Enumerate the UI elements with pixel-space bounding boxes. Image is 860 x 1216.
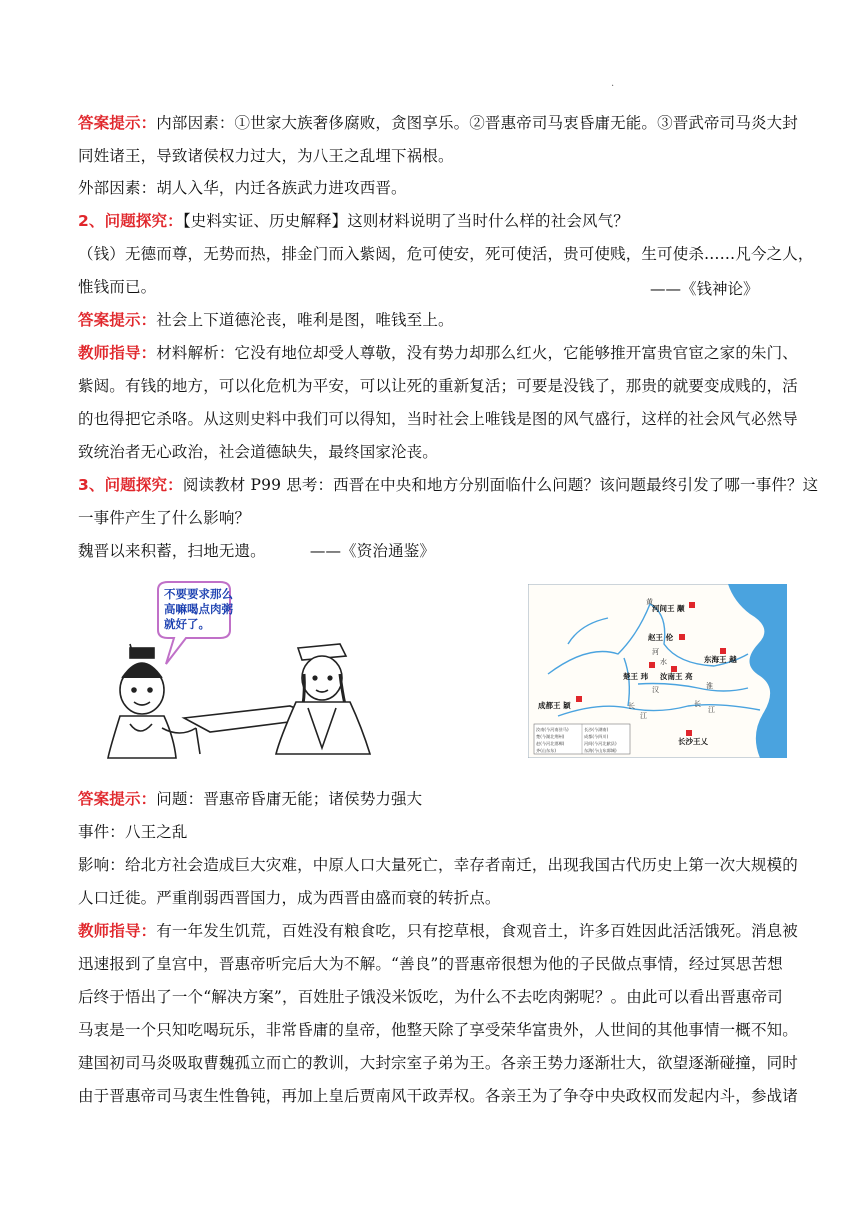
map-river-jiang2: 江 xyxy=(708,706,715,714)
bubble-line-3: 就好了。 xyxy=(164,617,210,631)
map-legend xyxy=(534,724,630,754)
quote-source: ——《钱神论》 xyxy=(650,280,759,298)
teacher-guide-label: 教师指导： xyxy=(78,344,157,362)
teacher-guide-1 xyxy=(78,343,798,363)
map-river-chang2: 长 xyxy=(694,700,701,708)
paragraph-text: 社会上下道德沦丧，唯利是图，唯钱至上。 xyxy=(156,311,454,329)
header-dot: . xyxy=(611,78,615,89)
answer-hint-1 xyxy=(78,113,798,133)
legend-item: 汝南(今河南驻马) xyxy=(536,727,569,732)
map-river-huang: 黄 xyxy=(646,598,653,606)
answer-hint-label: 答案提示： xyxy=(78,790,157,808)
map-river-jiang1: 江 xyxy=(640,712,647,720)
paragraph-line: 一事件产生了什么影响？ xyxy=(78,509,251,527)
map-label-zhao: 赵王 伦 xyxy=(648,633,674,642)
map-river-huai: 淮 xyxy=(706,682,713,690)
paragraph-text: 有一年发生饥荒，百姓没有粮食吃，只有挖草根，食观音土，许多百姓因此活活饿死。消息被 xyxy=(156,922,798,940)
answer-hint-2 xyxy=(78,310,788,330)
paragraph-line: 致统治者无心政治，社会道德缺失，最终国家沦丧。 xyxy=(78,443,438,461)
quote-source: ——《资治通鉴》 xyxy=(309,542,436,560)
paragraph-line: 事件：八王之乱 xyxy=(78,823,188,841)
cartoon-emperor-illustration xyxy=(100,578,440,760)
quote-line: （钱）无德而尊，无势而热，排金门而入紫闼，危可使安，死可使活，贵可使贱，生可使杀……凡今之人， xyxy=(78,245,814,263)
map-label-changsha: 长沙王乂 xyxy=(678,737,708,746)
legend-item: 成都(今四川) xyxy=(584,734,609,739)
map-label-chengdu: 成都王 颖 xyxy=(538,701,571,710)
map-river-han: 汉 xyxy=(652,686,659,694)
paragraph-text: 【史料实证、历史解释】这则材料说明了当时什么样的社会风气？ xyxy=(182,212,629,230)
quote-text: 惟钱而已。 xyxy=(78,278,157,296)
question-3 xyxy=(78,475,819,495)
map-label-chu: 楚王 玮 xyxy=(623,672,649,681)
legend-item: 长沙(今湖南) xyxy=(584,727,609,732)
paragraph-line: 影响：给北方社会造成巨大灾难，中原人口大量死亡，幸存者南迁，出现我国古代历史上第一次大规模的 xyxy=(78,856,798,874)
bubble-line-2: 高嘛喝点肉粥 xyxy=(164,602,233,616)
map-river-he: 河 xyxy=(652,648,659,656)
paragraph-line: 同姓诸王，导致诸侯权力过大，为八王之乱埋下祸根。 xyxy=(78,147,454,165)
map-label-hejian: 河间王 颙 xyxy=(652,604,685,613)
paragraph-line: 后终于悟出了一个“解决方案”，百姓肚子饿没米饭吃，为什么不去吃肉粥呢？。由此可以看出晋惠帝司 xyxy=(78,988,783,1006)
answer-hint-3 xyxy=(78,789,788,809)
bubble-line-1: 不要要求那么 xyxy=(164,587,233,601)
paragraph-line: 的也得把它杀咯。从这则史料中我们可以得知，当时社会上唯钱是图的风气盛行，这样的社会风气必然导 xyxy=(78,410,798,428)
legend-item: 河间(今河北献县) xyxy=(584,741,617,746)
map-label-donghai: 东海王 越 xyxy=(704,655,737,664)
quote-text: 魏晋以来积蓄，扫地无遗。 xyxy=(78,542,266,560)
answer-hint-label: 答案提示： xyxy=(78,311,157,329)
question-2 xyxy=(78,211,788,231)
eight-princes-map xyxy=(528,584,787,758)
legend-item: 楚(今湖北荆州) xyxy=(536,734,565,739)
paragraph-line: 紫闼。有钱的地方，可以化危机为平安，可以让死的重新复活；可要是没钱了，那贵的就要变成贱的，活 xyxy=(78,377,798,395)
legend-item: 齐(山东东) xyxy=(536,748,557,753)
paragraph-text: 内部因素：①世家大族奢侈腐败，贪图享乐。②晋惠帝司马衷昏庸无能。③晋武帝司马炎大封 xyxy=(156,114,798,132)
paragraph-line: 由于晋惠帝司马衷生性鲁钝，再加上皇后贾南风干政弄权。各亲王为了争夺中央政权而发起内斗，参战诸 xyxy=(78,1087,798,1105)
question-label: 3、问题探究： xyxy=(78,476,183,494)
quote-line xyxy=(78,541,788,561)
teacher-guide-label: 教师指导： xyxy=(78,922,157,940)
map-river-shui: 水 xyxy=(660,658,667,666)
question-label: 2、问题探究： xyxy=(78,212,183,230)
paragraph-line: 建国初司马炎吸取曹魏孤立而亡的教训，大封宗室子弟为王。各亲王势力逐渐壮大，欲望逐渐碰撞，同时 xyxy=(78,1054,798,1072)
legend-item: 赵(今河北邯郸) xyxy=(536,741,565,746)
legend-item: 东海(今山东郯城) xyxy=(584,748,617,753)
paragraph-line: 马衷是一个只知吃喝玩乐，非常昏庸的皇帝，他整天除了享受荣华富贵外，人世间的其他事情一概不知。 xyxy=(78,1021,798,1039)
map-river-chang1: 长 xyxy=(628,702,635,710)
paragraph-text: 材料解析：它没有地位却受人尊敬，没有势力却那么红火，它能够推开富贵官宦之家的朱门、 xyxy=(156,344,798,362)
paragraph-line: 外部因素：胡人入华，内迁各族武力进攻西晋。 xyxy=(78,179,407,197)
paragraph-text: 阅读教材 P99 思考：西晋在中央和地方分别面临什么问题？该问题最终引发了哪一事件？这 xyxy=(182,476,819,494)
paragraph-line: 人口迁徙。严重削弱西晋国力，成为西晋由盛而衰的转折点。 xyxy=(78,889,501,907)
paragraph-line: 迅速报到了皇宫中，晋惠帝听完后大为不解。“善良”的晋惠帝很想为他的子民做点事情，经过冥思苦想 xyxy=(78,955,783,973)
answer-hint-label: 答案提示： xyxy=(78,114,157,132)
teacher-guide-2 xyxy=(78,921,798,941)
map-label-runan: 汝南王 亮 xyxy=(660,672,693,681)
paragraph-text: 问题：晋惠帝昏庸无能；诸侯势力强大 xyxy=(156,790,423,808)
